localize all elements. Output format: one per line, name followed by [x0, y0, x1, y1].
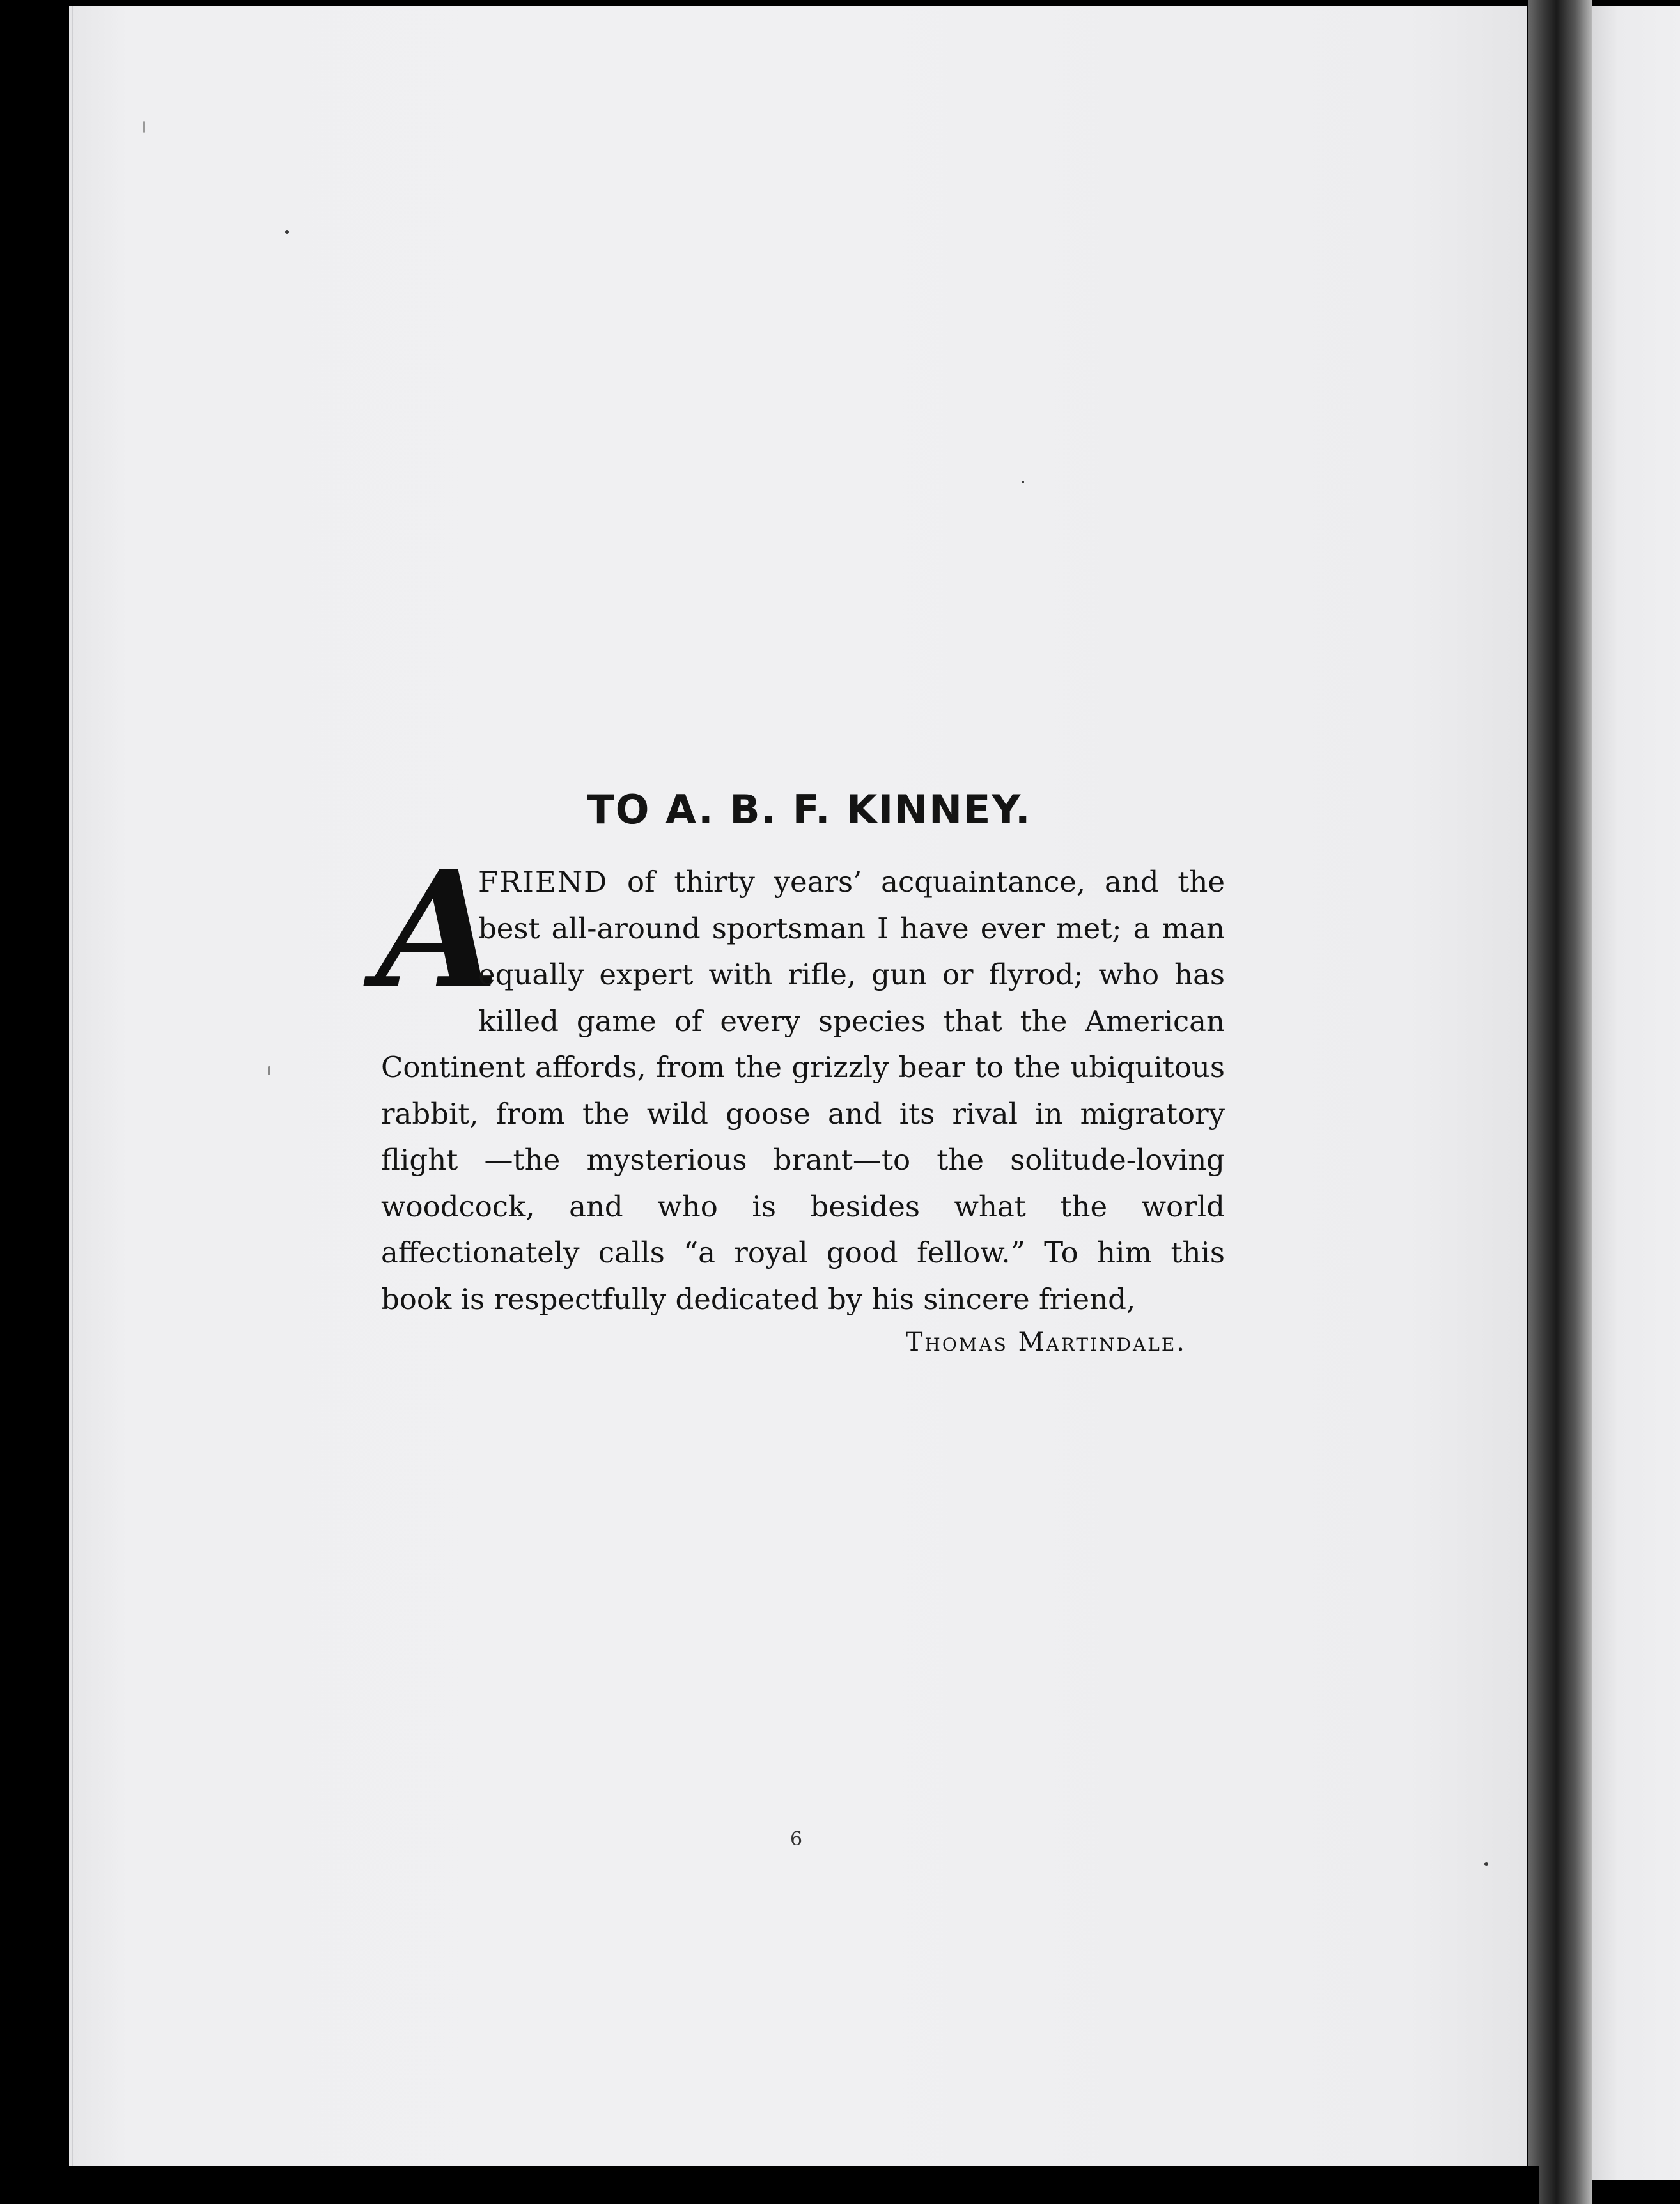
dedication-first-word: FRIEND	[478, 865, 609, 899]
paper-speck	[1484, 1862, 1488, 1866]
dedication-title: TO A. B. F. KINNEY.	[587, 786, 1032, 833]
scan-bottom-border	[69, 2166, 1539, 2204]
paper-speck	[1022, 481, 1024, 483]
drop-cap-letter: A	[376, 835, 500, 1024]
facing-page-edge	[1592, 6, 1680, 2180]
paper-speck	[285, 230, 289, 234]
dedication-block	[376, 786, 1225, 1358]
page-number: 6	[790, 1828, 803, 1851]
book-spine-shadow	[1528, 0, 1592, 2204]
dedication-signature: Thomas Martindale.	[905, 1328, 1186, 1358]
paper-speck	[268, 1066, 270, 1075]
paper-speck	[143, 121, 145, 133]
page-edge-line	[72, 6, 73, 2166]
dedication-text: of thirty years’ acquaintance, and the best all-around sportsman I have ever met; a man equally expert with rifle, gun or flyrod; who has killed game of every species that the American Continent affords, from the grizzly bear to the ubiquitous rabbit, from the wild goose and its rival in migratory flight —the mysterious brant—to the solitude-loving woodcock, and who is besides what the world affectionately calls “a royal good fellow.” To him this book is respectfully dedicated by his sincere friend,	[381, 865, 1225, 1316]
dedication-body	[376, 835, 1225, 1323]
